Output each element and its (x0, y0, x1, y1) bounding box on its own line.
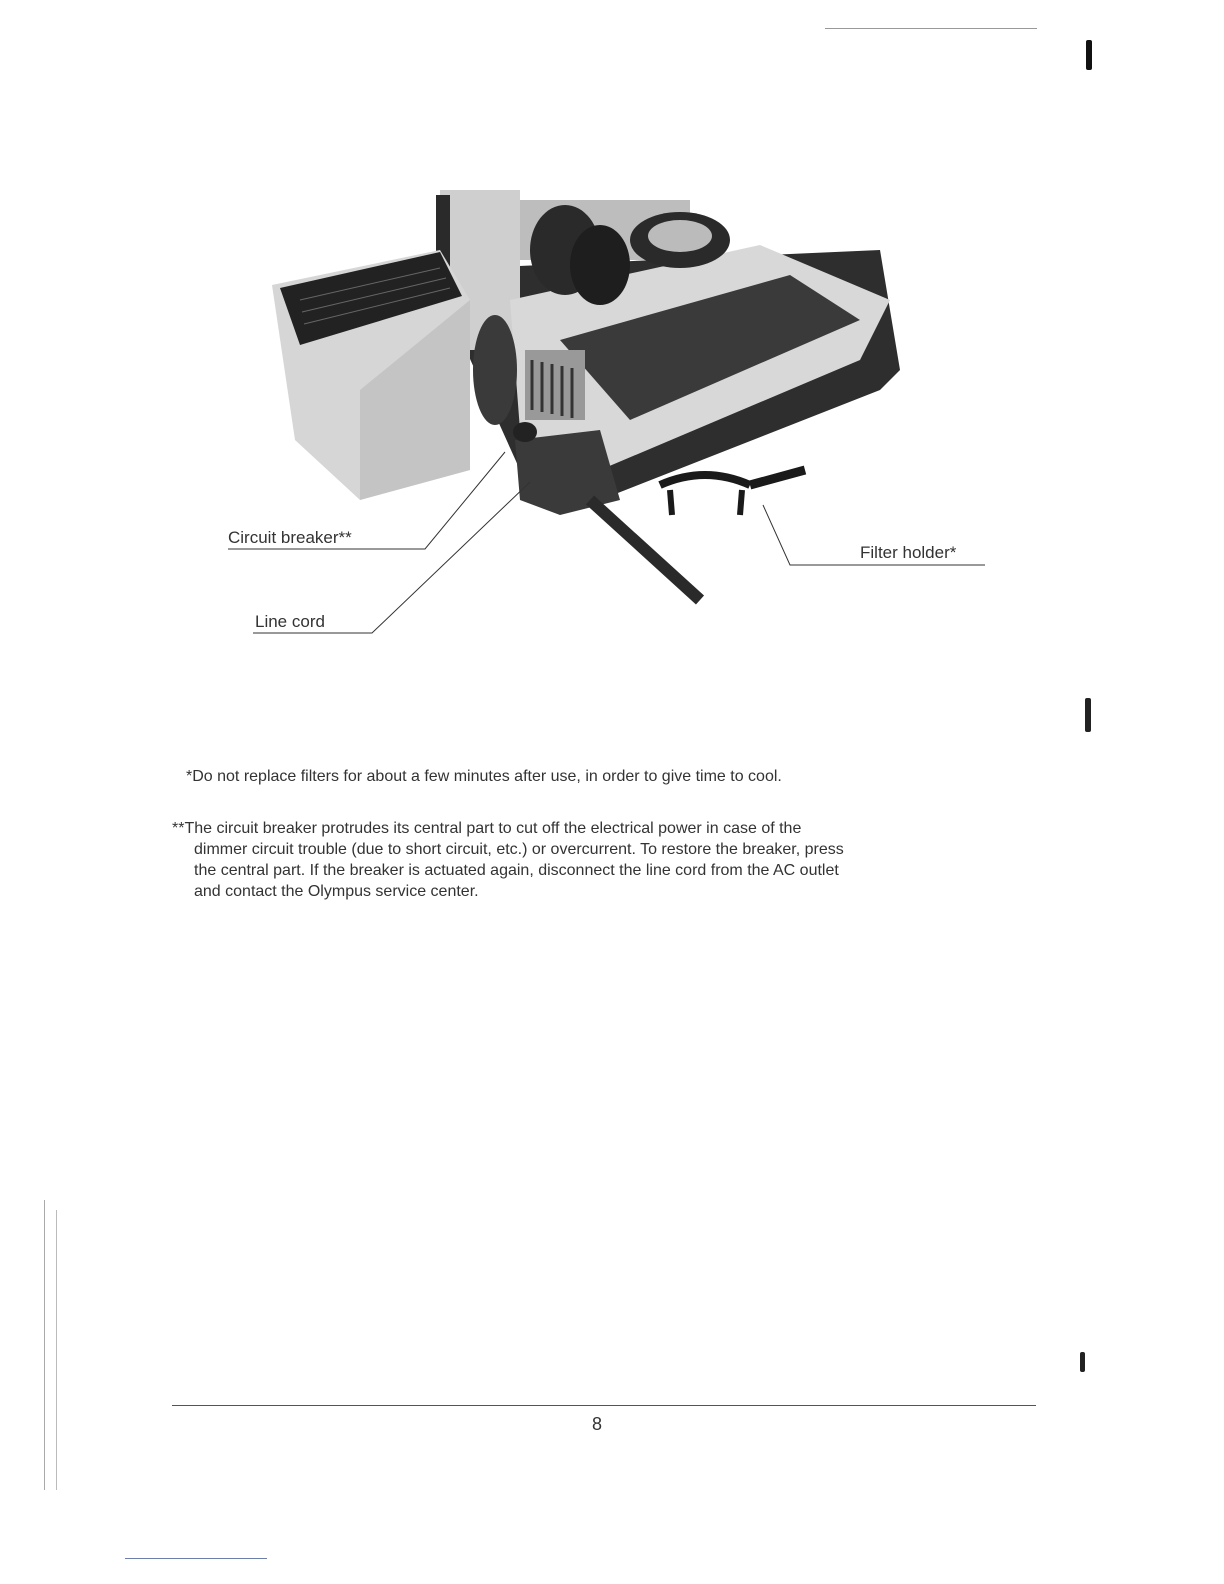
scan-edge-line (125, 1558, 267, 1559)
note-line: the central part. If the breaker is actuated again, disconnect the line cord from the AC outlet (194, 862, 839, 879)
footer-rule (172, 1405, 1036, 1406)
scan-mark-bottom (1080, 1352, 1085, 1372)
filter-holder-label: Filter holder* (860, 543, 957, 562)
scan-mark-middle (1085, 698, 1091, 732)
page-number: 8 (592, 1414, 603, 1434)
microscope-photo (0, 0, 1224, 700)
note-line: and contact the Olympus service center. (194, 883, 479, 900)
note-filter-cooling: *Do not replace filters for about a few minutes after use, in order to give time to cool. (186, 768, 782, 785)
binding-mark (56, 1210, 57, 1490)
note-line: **The circuit breaker protrudes its central part to cut off the electrical power in case of the (172, 820, 802, 837)
note-line: dimmer circuit trouble (due to short circuit, etc.) or overcurrent. To restore the breaker, press (194, 841, 844, 858)
binding-mark (44, 1200, 45, 1490)
circuit-breaker-label: Circuit breaker** (228, 528, 352, 547)
note-circuit-breaker (172, 818, 1022, 902)
line-cord-label: Line cord (255, 612, 325, 631)
